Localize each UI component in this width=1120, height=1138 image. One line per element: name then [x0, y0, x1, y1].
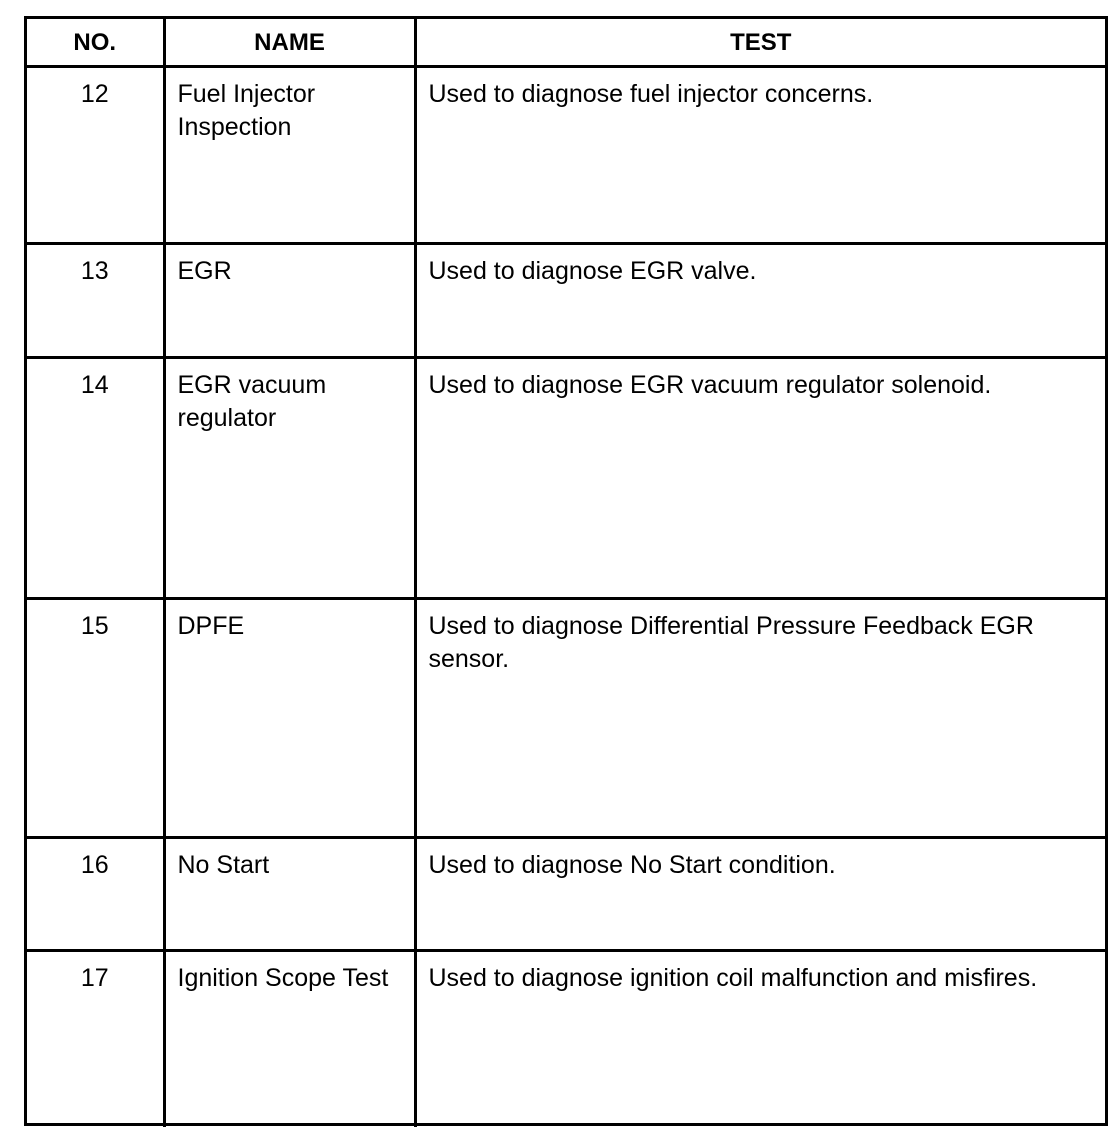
row-name: EGR — [164, 244, 415, 358]
row-name: Fuel Injector Inspection — [164, 67, 415, 244]
header-name: NAME — [164, 19, 415, 67]
table-row — [27, 838, 1105, 951]
row-number: 12 — [27, 67, 164, 244]
diagnostic-test-table — [24, 16, 1108, 1126]
row-number: 15 — [27, 599, 164, 838]
row-number: 14 — [27, 358, 164, 599]
row-test: Used to diagnose Differential Pressure Feedback EGR sensor. — [415, 599, 1105, 838]
test-table — [27, 19, 1105, 1127]
row-name: DPFE — [164, 599, 415, 838]
row-name: No Start — [164, 838, 415, 951]
table-row — [27, 599, 1105, 838]
table-row — [27, 951, 1105, 1128]
row-number: 16 — [27, 838, 164, 951]
row-name: Ignition Scope Test — [164, 951, 415, 1128]
row-name: EGR vacuum regulator — [164, 358, 415, 599]
table-row — [27, 67, 1105, 244]
table-row — [27, 358, 1105, 599]
header-test: TEST — [415, 19, 1105, 67]
row-test: Used to diagnose fuel injector concerns. — [415, 67, 1105, 244]
row-test: Used to diagnose EGR vacuum regulator solenoid. — [415, 358, 1105, 599]
row-test: Used to diagnose ignition coil malfunction and misfires. — [415, 951, 1105, 1128]
row-number: 13 — [27, 244, 164, 358]
table-row — [27, 244, 1105, 358]
row-number: 17 — [27, 951, 164, 1128]
header-no: NO. — [27, 19, 164, 67]
header-row — [27, 19, 1105, 67]
row-test: Used to diagnose No Start condition. — [415, 838, 1105, 951]
row-test: Used to diagnose EGR valve. — [415, 244, 1105, 358]
